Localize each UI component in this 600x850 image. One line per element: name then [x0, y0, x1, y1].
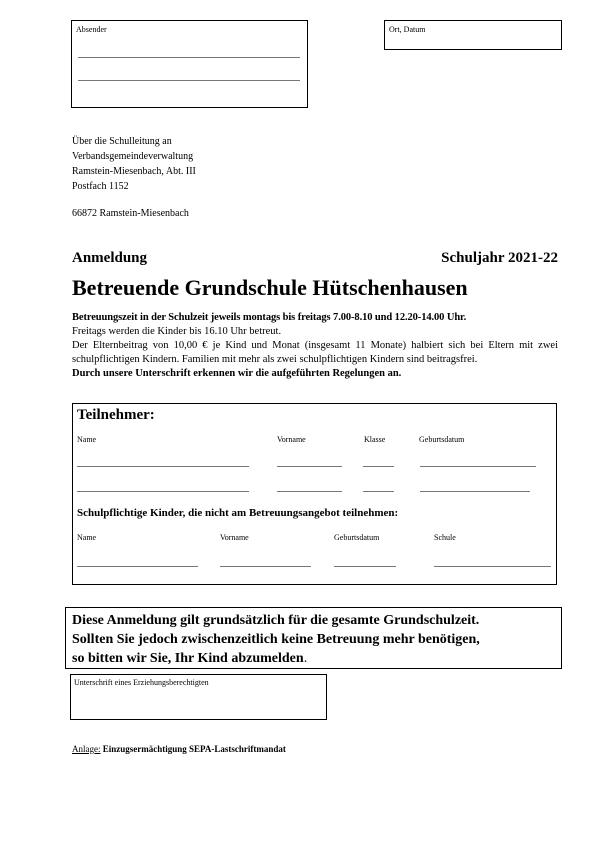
other-school-field[interactable] — [434, 566, 551, 567]
other-birthdate-field[interactable] — [334, 566, 396, 567]
sender-line-1[interactable] — [78, 57, 300, 58]
attachment-note — [72, 744, 286, 754]
sender-line-2[interactable] — [78, 80, 300, 81]
participant-class-field[interactable] — [363, 491, 394, 492]
participant-birthdate-field[interactable] — [420, 491, 530, 492]
intro-friday: Freitags werden die Kinder bis 16.10 Uhr betreut. — [72, 326, 282, 337]
other-col-firstname: Vorname — [220, 533, 249, 542]
sender-box — [71, 20, 308, 108]
participant-name-field[interactable] — [77, 491, 249, 492]
heading-registration: Anmeldung — [72, 250, 148, 266]
intro-hours: Betreuungszeit in der Schulzeit jeweils montags bis freitags 7.00-8.10 und 12.20-14.00 Uhr. — [72, 312, 467, 323]
heading-school-year: Schuljahr 2021-22 — [441, 250, 558, 266]
attachment-text: Einzugsermächtigung SEPA-Lastschriftmandat — [102, 744, 286, 754]
notice-line-3-text: so bitten wir Sie, Ihr Kind abzumelden — [72, 651, 304, 666]
address-line: Postfach 1152 — [72, 181, 129, 192]
intro-text — [72, 311, 558, 381]
other-col-name: Name — [77, 533, 97, 542]
notice-box — [65, 607, 562, 669]
notice-line-2: Sollten Sie jedoch zwischenzeitlich keine Betreuung mehr benötigen, — [72, 632, 480, 647]
address-line: Ramstein-Miesenbach, Abt. III — [72, 166, 196, 177]
sender-label: Absender — [76, 25, 107, 34]
participant-birthdate-field[interactable] — [420, 466, 536, 467]
other-children-title: Schulpflichtige Kinder, die nicht am Betreuungsangebot teilnehmen: — [77, 507, 399, 519]
participant-class-field[interactable] — [363, 466, 394, 467]
other-col-birthdate: Geburtsdatum — [334, 533, 380, 542]
intro-agreement: Durch unsere Unterschrift erkennen wir die aufgeführten Regelungen an. — [72, 368, 402, 379]
address-line: Über die Schulleitung an — [72, 136, 172, 147]
participant-name-field[interactable] — [77, 466, 249, 467]
participant-firstname-field[interactable] — [277, 466, 342, 467]
place-date-box[interactable] — [384, 20, 562, 50]
notice-line-3-end: . — [303, 651, 308, 666]
page-title: Betreuende Grundschule Hütschenhausen — [72, 275, 468, 300]
signature-label: Unterschrift eines Erziehungsberechtigten — [74, 678, 209, 687]
attachment-label: Anlage: — [72, 744, 101, 754]
notice-line-1: Diese Anmeldung gilt grundsätzlich für die gesamte Grundschulzeit. — [72, 613, 480, 628]
intro-fee: Der Elternbeitrag von 10,00 € je Kind und Monat (insgesamt 11 Monate) halbiert sich bei Eltern mit zwei schulpflichtigen Kindern. Familien mit mehr als zwei schulpflichtigen Kindern sind beitragsfrei. — [72, 340, 558, 365]
col-firstname: Vorname — [277, 435, 306, 444]
other-firstname-field[interactable] — [220, 566, 311, 567]
col-birthdate: Geburtsdatum — [419, 435, 465, 444]
participant-firstname-field[interactable] — [277, 491, 342, 492]
other-col-school: Schule — [434, 533, 456, 542]
col-name: Name — [77, 435, 97, 444]
address-line: Verbandsgemeindeverwaltung — [72, 151, 194, 162]
participants-box — [72, 403, 557, 585]
col-class: Klasse — [364, 435, 386, 444]
other-name-field[interactable] — [77, 566, 198, 567]
recipient-address — [72, 134, 196, 194]
signature-box[interactable] — [70, 674, 327, 720]
participants-title: Teilnehmer: — [77, 407, 155, 423]
place-date-label: Ort, Datum — [389, 25, 426, 34]
notice-line-3 — [72, 649, 561, 668]
address-city: 66872 Ramstein-Miesenbach — [72, 208, 189, 219]
